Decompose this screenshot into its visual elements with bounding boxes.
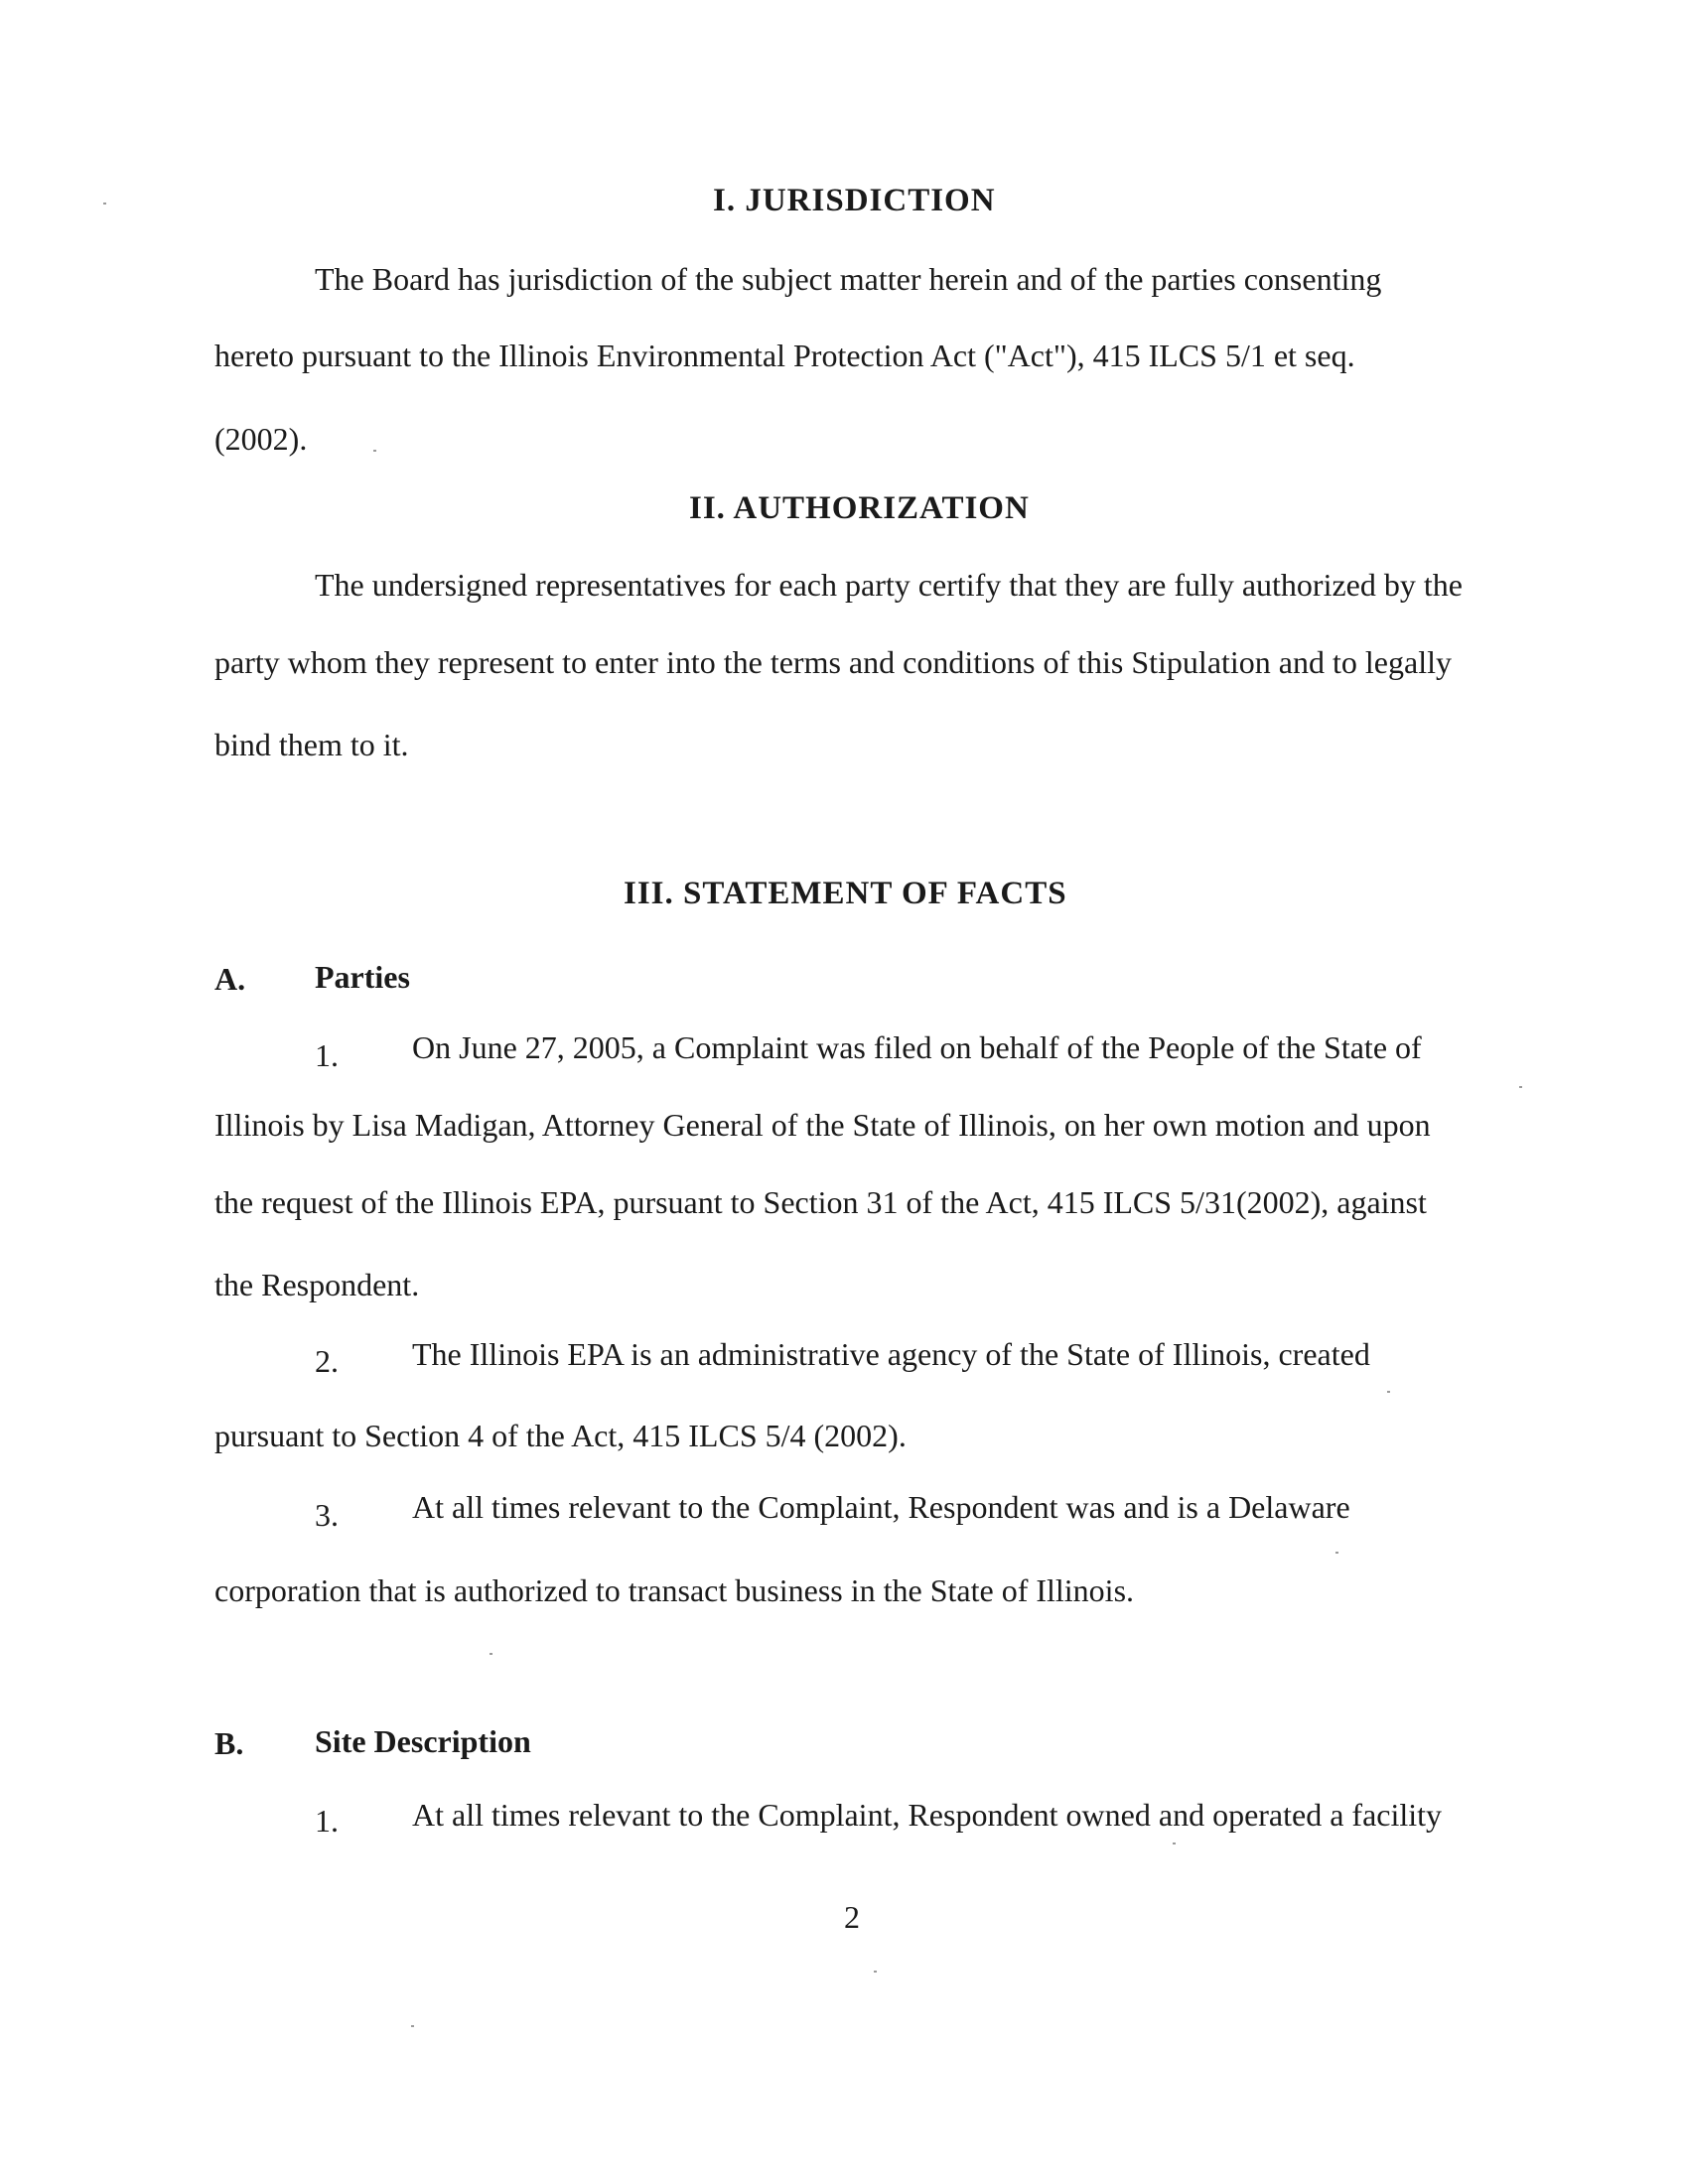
parties-item-2-line-1: The Illinois EPA is an administrative agency of the State of Illinois, created: [412, 1336, 1370, 1372]
parties-item-3-number: 3.: [315, 1497, 339, 1533]
subsection-letter-b: B.: [214, 1725, 244, 1761]
scan-speck: [1387, 1391, 1390, 1393]
jurisdiction-line-2: hereto pursuant to the Illinois Environmental Protection Act ("Act"), 415 ILCS 5/1 et seq.: [214, 338, 1355, 373]
subsection-title-site-description: Site Description: [315, 1723, 531, 1759]
subsection-letter-a: A.: [214, 961, 246, 997]
subsection-title-parties: Parties: [315, 959, 410, 995]
authorization-line-1: The undersigned representatives for each party certify that they are fully authorized by the: [315, 567, 1463, 603]
parties-item-1-line-3: the request of the Illinois EPA, pursuant to Section 31 of the Act, 415 ILCS 5/31(2002), against: [214, 1184, 1427, 1220]
site-item-1-number: 1.: [315, 1803, 339, 1839]
scan-speck: [1335, 1552, 1338, 1554]
scan-speck: [490, 1653, 492, 1655]
parties-item-1-line-4: the Respondent.: [214, 1267, 420, 1302]
scan-speck: [411, 2025, 414, 2027]
page-number: 2: [844, 1899, 860, 1935]
parties-item-3-line-1: At all times relevant to the Complaint, Respondent was and is a Delaware: [412, 1489, 1350, 1525]
authorization-line-3: bind them to it.: [214, 727, 409, 762]
authorization-line-2: party whom they represent to enter into the terms and conditions of this Stipulation and to legally: [214, 644, 1452, 680]
scan-speck: [1519, 1086, 1522, 1088]
heading-statement-of-facts: III. STATEMENT OF FACTS: [624, 876, 1067, 911]
parties-item-1-number: 1.: [315, 1037, 339, 1073]
scan-speck: [373, 450, 376, 452]
heading-jurisdiction: I. JURISDICTION: [713, 183, 996, 218]
scan-speck: [874, 1971, 877, 1973]
parties-item-1-line-2: Illinois by Lisa Madigan, Attorney General of the State of Illinois, on her own motion and upon: [214, 1107, 1431, 1143]
scan-speck: [1173, 1843, 1176, 1844]
scan-speck: [103, 203, 106, 205]
heading-authorization: II. AUTHORIZATION: [689, 490, 1030, 526]
site-item-1-line-1: At all times relevant to the Complaint, Respondent owned and operated a facility: [412, 1797, 1443, 1833]
parties-item-2-line-2: pursuant to Section 4 of the Act, 415 ILCS 5/4 (2002).: [214, 1418, 907, 1453]
parties-item-2-number: 2.: [315, 1343, 339, 1379]
jurisdiction-line-1: The Board has jurisdiction of the subject matter herein and of the parties consenting: [315, 261, 1382, 297]
parties-item-3-line-2: corporation that is authorized to transact business in the State of Illinois.: [214, 1572, 1135, 1608]
jurisdiction-line-3: (2002).: [214, 421, 308, 457]
parties-item-1-line-1: On June 27, 2005, a Complaint was filed on behalf of the People of the State of: [412, 1029, 1422, 1065]
